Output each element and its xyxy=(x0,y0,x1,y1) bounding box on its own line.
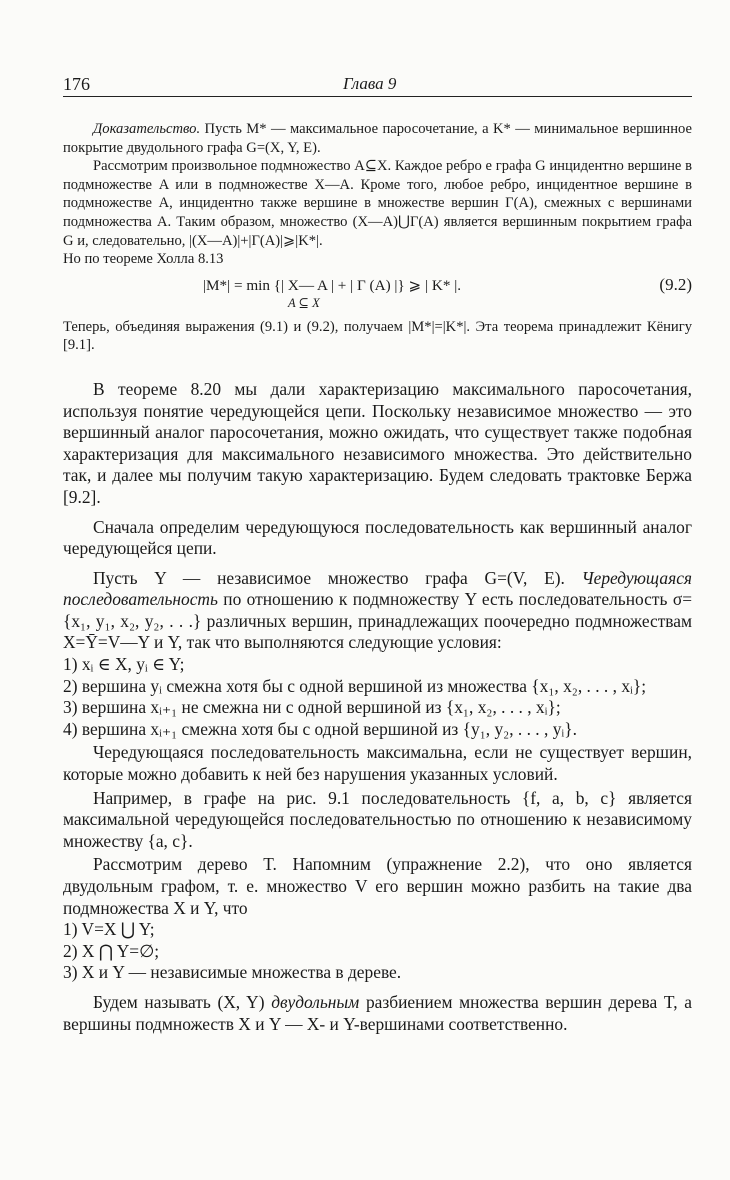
running-header xyxy=(63,70,692,96)
formula-number: (9.2) xyxy=(659,274,692,294)
body-paragraph-7-b: разбиением множества вершин дерева T, а вершины подмножеств X и Y — X- и Y-вершинами соответственно. xyxy=(63,991,692,1034)
header-rule xyxy=(63,96,692,97)
condition-2: 2) вершина yᵢ смежна хотя бы с одной вершиной из множества {x₁, x₂, . . . , xᵢ}; xyxy=(63,675,647,696)
page-number: 176 xyxy=(63,74,90,94)
body-paragraph-3-a: Пусть Y — независимое множество графа G=(V, E). xyxy=(93,567,582,588)
chapter-title: Глава 9 xyxy=(343,74,397,93)
body-paragraph-2: Сначала определим чередующуюся последовательность как вершинный аналог чередующейся цепи. xyxy=(63,516,692,559)
body-paragraph-5: Например, в графе на рис. 9.1 последовательность {f, a, b, c} является максимальной чередующейся последовательностью по отношению к независимому множеству {a, c}. xyxy=(63,787,692,851)
proof-label: Доказательство. xyxy=(93,121,201,137)
body-paragraph-3 xyxy=(63,568,692,654)
body-paragraph-1: В теореме 8.20 мы дали характеризацию максимального паросочетания, используя понятие чередующейся цепи. Поскольку независимое множество — это вершинный аналог паросочетания, можно ожидать, что существует также подобная характеризация для максимального независимого множества. Это действительно так, и далее мы получим такую характеризацию. Будем следовать трактовке Бержа [9.2]. xyxy=(63,378,692,507)
body-paragraph-7 xyxy=(63,992,692,1035)
condition-4: 4) вершина xᵢ₊₁ смежна хотя бы с одной вершиной из {y₁, y₂, . . . , yᵢ}. xyxy=(63,718,577,739)
condition-1: 1) xᵢ ∈ X, yᵢ ∈ Y; xyxy=(63,654,185,675)
term-alternating-sequence: Чередующаяся последовательность xyxy=(63,567,692,610)
condition-3: 3) вершина xᵢ₊₁ не смежна ни с одной вершиной из {x₁, x₂, . . . , xᵢ}; xyxy=(63,697,561,718)
body-paragraph-3-b: по отношению к подмножеству Y есть последовательность σ={x₁, y₁, x₂, y₂, . . .} различных вершин, принадлежащих поочередно подмножествам X=Ȳ=V—Y и Y, так что выполняются следующие условия: xyxy=(63,589,692,653)
proof-paragraph-3: Но по теореме Холла 8.13 xyxy=(63,251,224,268)
definition-1: 1) V=X ⋃ Y; xyxy=(63,919,155,940)
body-paragraph-6: Рассмотрим дерево T. Напомним (упражнение 2.2), что оно является двудольным графом, т. е. множество V его вершин можно разбить на такие два подмножества X и Y, что xyxy=(63,854,692,918)
book-page xyxy=(63,70,692,1035)
term-bipartite: двудольным xyxy=(271,991,360,1012)
formula-subscript: A ⊆ X xyxy=(288,295,320,310)
body-paragraph-4: Чередующаяся последовательность максимальна, если не существует вершин, которые можно добавить к ней без нарушения указанных условий. xyxy=(63,742,692,785)
proof-paragraph-4: Теперь, объединяя выражения (9.1) и (9.2), получаем |M*|=|K*|. Эта теорема принадлежит Кёнигу [9.1]. xyxy=(63,318,692,354)
proof-text-1: Пусть M* — максимальное паросочетание, а K* — минимальное вершинное покрытие двудольного графа G=(X, Y, E). xyxy=(63,121,692,156)
definition-3: 3) X и Y — независимые множества в дереве. xyxy=(63,962,402,983)
formula-body: |M*| = min {| X— A | + | Γ (A) |} ⩾ | K* |. xyxy=(203,276,462,294)
formula-9-2 xyxy=(63,272,692,312)
proof-paragraph-1 xyxy=(63,120,692,157)
definition-2: 2) X ⋂ Y=∅; xyxy=(63,940,160,961)
body-paragraph-7-a: Будем называть (X, Y) xyxy=(93,991,272,1012)
proof-paragraph-2: Рассмотрим произвольное подмножество A⊆X. Каждое ребро e графа G инцидентно вершине в подмножестве A или в подмножестве X—A. Кроме того, любое ребро, инцидентное вершине в подмножестве A, инцидентно также вершине в множестве вершин Γ(A), смежных с вершинами подмножества A. Таким образом, множество (X—A)⋃Γ(A) является вершинным покрытием графа G и, следовательно, |(X—A)|+|Γ(A)|⩾|K*|. xyxy=(63,158,692,249)
